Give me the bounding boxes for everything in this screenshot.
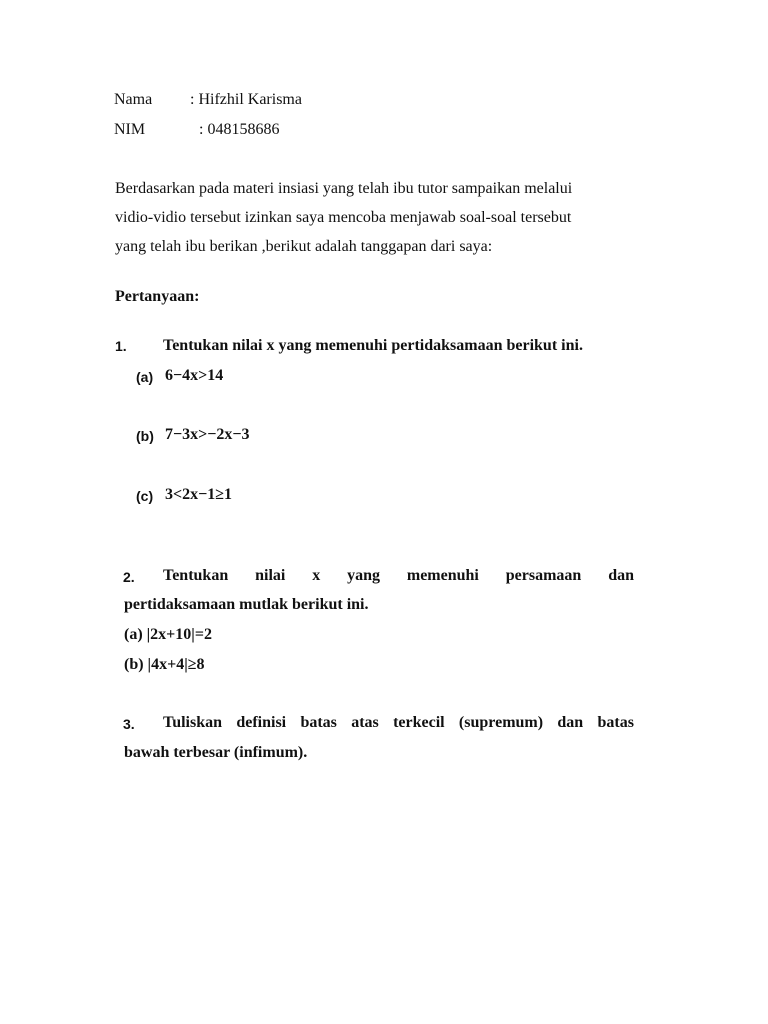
q1a-label: (a)	[136, 369, 154, 385]
q3-line-2: bawah terbesar (infimum).	[124, 744, 308, 761]
q1c-expression: 3<2x−1≥1	[165, 486, 233, 503]
q1b-label: (b)	[136, 428, 154, 444]
q3-word: terkecil	[393, 714, 445, 731]
q3-word: batas	[300, 714, 337, 731]
q2-word: Tentukan	[163, 567, 229, 584]
q2-word: dan	[608, 567, 634, 584]
q2-line-2: pertidaksamaan mutlak berikut ini.	[124, 596, 369, 613]
nim-label: NIM	[114, 121, 146, 138]
q2-word: x	[312, 567, 321, 584]
q1-text: Tentukan nilai x yang memenuhi pertidaksamaan berikut ini.	[163, 337, 583, 354]
questions-heading: Pertanyaan:	[115, 288, 200, 305]
q2-word: nilai	[255, 567, 286, 584]
q2-word: persamaan	[505, 567, 582, 584]
q3-word: dan	[557, 714, 584, 731]
intro-paragraph	[115, 174, 635, 261]
q2b-item: (b) |4x+4|≥8	[124, 656, 205, 673]
q1-number: 1.	[115, 338, 127, 354]
q2-line-1	[163, 566, 634, 586]
q3-word: Tuliskan	[163, 714, 223, 731]
name-label: Nama	[114, 91, 153, 108]
name-value: : Hifzhil Karisma	[190, 91, 302, 108]
q1c-label: (c)	[136, 488, 154, 504]
q3-word: definisi	[236, 714, 287, 731]
q2-word: yang	[347, 567, 380, 584]
q2-number: 2.	[123, 569, 135, 585]
intro-line-3: yang telah ibu berikan ,berikut adalah tanggapan dari saya:	[115, 238, 493, 255]
q1b-expression: 7−3x>−2x−3	[165, 426, 250, 443]
q3-word: batas	[597, 714, 634, 731]
q1a-expression: 6−4x>14	[165, 367, 224, 384]
q3-line-1	[163, 713, 634, 733]
q2a-item: (a) |2x+10|=2	[124, 626, 212, 643]
q3-number: 3.	[123, 716, 135, 732]
q3-word: (supremum)	[458, 714, 544, 731]
q2-word: memenuhi	[406, 567, 479, 584]
intro-line-2: vidio-vidio tersebut izinkan saya mencoba menjawab soal-soal tersebut	[115, 209, 572, 226]
intro-line-1: Berdasarkan pada materi insiasi yang telah ibu tutor sampaikan melalui	[115, 180, 573, 197]
q3-word: atas	[351, 714, 379, 731]
nim-value: : 048158686	[199, 121, 280, 138]
